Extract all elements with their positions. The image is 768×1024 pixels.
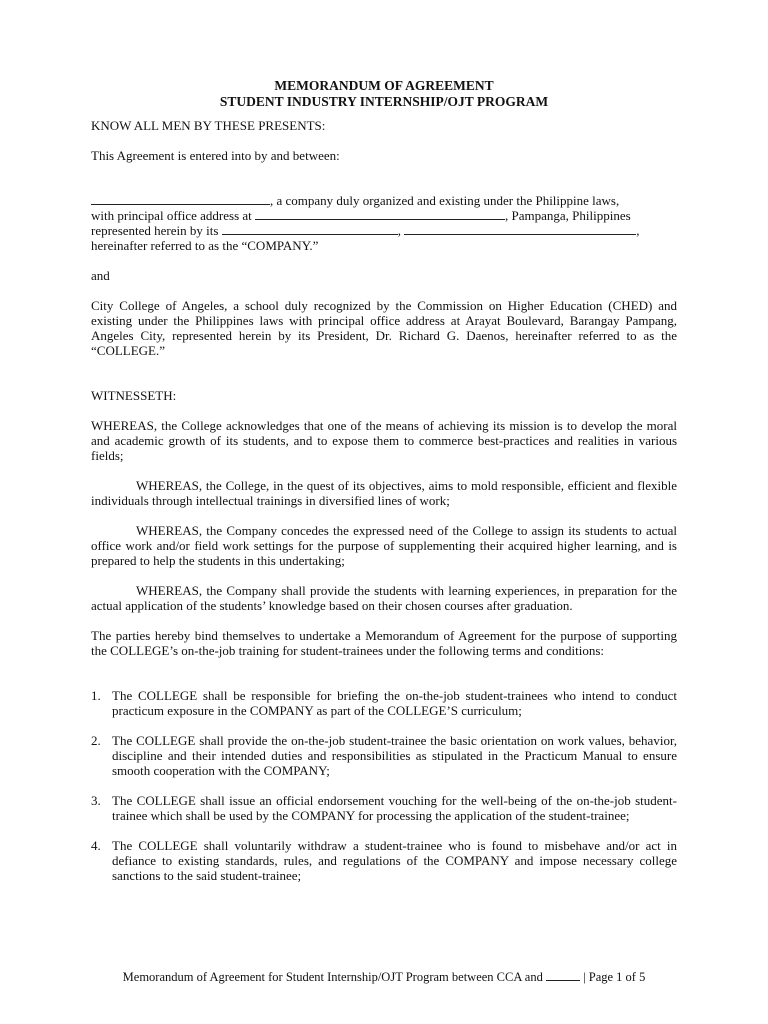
whereas-paragraph-1: WHEREAS, the College acknowledges that one of the means of achieving its mission is to develop the moral and academic growth of its students, and to expose them to commerce best-practices and realities in various fields; [91, 418, 677, 463]
document-body [91, 78, 677, 883]
page-footer [0, 970, 768, 985]
list-item: 2. The COLLEGE shall provide the on-the-job student-trainee the basic orientation on work values, behavior, discipline and their intended duties and responsibilities as stipulated in the Practicum Manual to ensure smooth cooperation with the COMPANY; [91, 733, 677, 778]
company-address-blank[interactable] [255, 208, 505, 220]
footer-page-number: | Page 1 of 5 [583, 970, 646, 984]
company-party-line1: , a company duly organized and existing under the Philippine laws, [91, 193, 677, 208]
and-word: and [91, 268, 110, 283]
company-party-line4: hereinafter referred to as the “COMPANY.” [91, 238, 319, 253]
agreement-entered-line: This Agreement is entered into by and between: [91, 148, 340, 163]
footer-company-blank [546, 970, 580, 981]
know-all-men-line: KNOW ALL MEN BY THESE PRESENTS: [91, 118, 326, 133]
footer-text: Memorandum of Agreement for Student Internship/OJT Program between CCA and [122, 970, 543, 984]
representative-name-blank[interactable] [222, 223, 398, 235]
company-name-blank[interactable] [91, 193, 270, 205]
document-title-line2: STUDENT INDUSTRY INTERNSHIP/OJT PROGRAM [219, 94, 549, 109]
company-party-line2: with principal office address at , Pampanga, Philippines [91, 208, 631, 223]
college-party-paragraph: City College of Angeles, a school duly recognized by the Commission on Higher Education (CHED) and existing under the Philippines laws with principal office address at Arayat Boulevard, Barangay Pampang, Angeles City, represented herein by its President, Dr. Richard G. Daenos, hereinafter referred to as the “COLLEGE.” [91, 298, 677, 358]
whereas-paragraph-4: WHEREAS, the Company shall provide the students with learning experiences, in preparation for the actual application of the students’ knowledge based on their chosen courses after graduation. [91, 583, 677, 613]
company-party-line3: represented herein by its , , [91, 223, 640, 238]
whereas-paragraph-3: WHEREAS, the Company concedes the expressed need of the College to assign its students to actual office work and/or field work settings for the purpose of supplementing their acquired higher learning, and is prepared to help the students in this undertaking; [91, 523, 677, 568]
document-title-line1: MEMORANDUM OF AGREEMENT [274, 78, 494, 93]
list-item: 4. The COLLEGE shall voluntarily withdraw a student-trainee who is found to misbehave and/or act in defiance to existing standards, rules, and regulations of the COMPANY and impose necessary college sanctions to the said student-trainee; [91, 838, 677, 883]
representative-position-blank[interactable] [404, 223, 636, 235]
list-item: 3. The COLLEGE shall issue an official endorsement vouching for the well-being of the on-the-job student-trainee which shall be used by the COMPANY for processing the application of the student-trainee; [91, 793, 677, 823]
whereas-paragraph-2: WHEREAS, the College, in the quest of its objectives, aims to mold responsible, efficient and flexible individuals through intellectual trainings in diversified lines of work; [91, 478, 677, 508]
bind-paragraph: The parties hereby bind themselves to undertake a Memorandum of Agreement for the purpose of supporting the COLLEGE’s on-the-job training for student-trainees under the following terms and conditions: [91, 628, 677, 658]
company-party-paragraph [91, 193, 677, 253]
witnesseth-heading: WITNESSETH: [91, 388, 177, 403]
list-item: 1. The COLLEGE shall be responsible for briefing the on-the-job student-trainees who intend to conduct practicum exposure in the COMPANY as part of the COLLEGE’S curriculum; [91, 688, 677, 718]
terms-list [91, 688, 677, 883]
